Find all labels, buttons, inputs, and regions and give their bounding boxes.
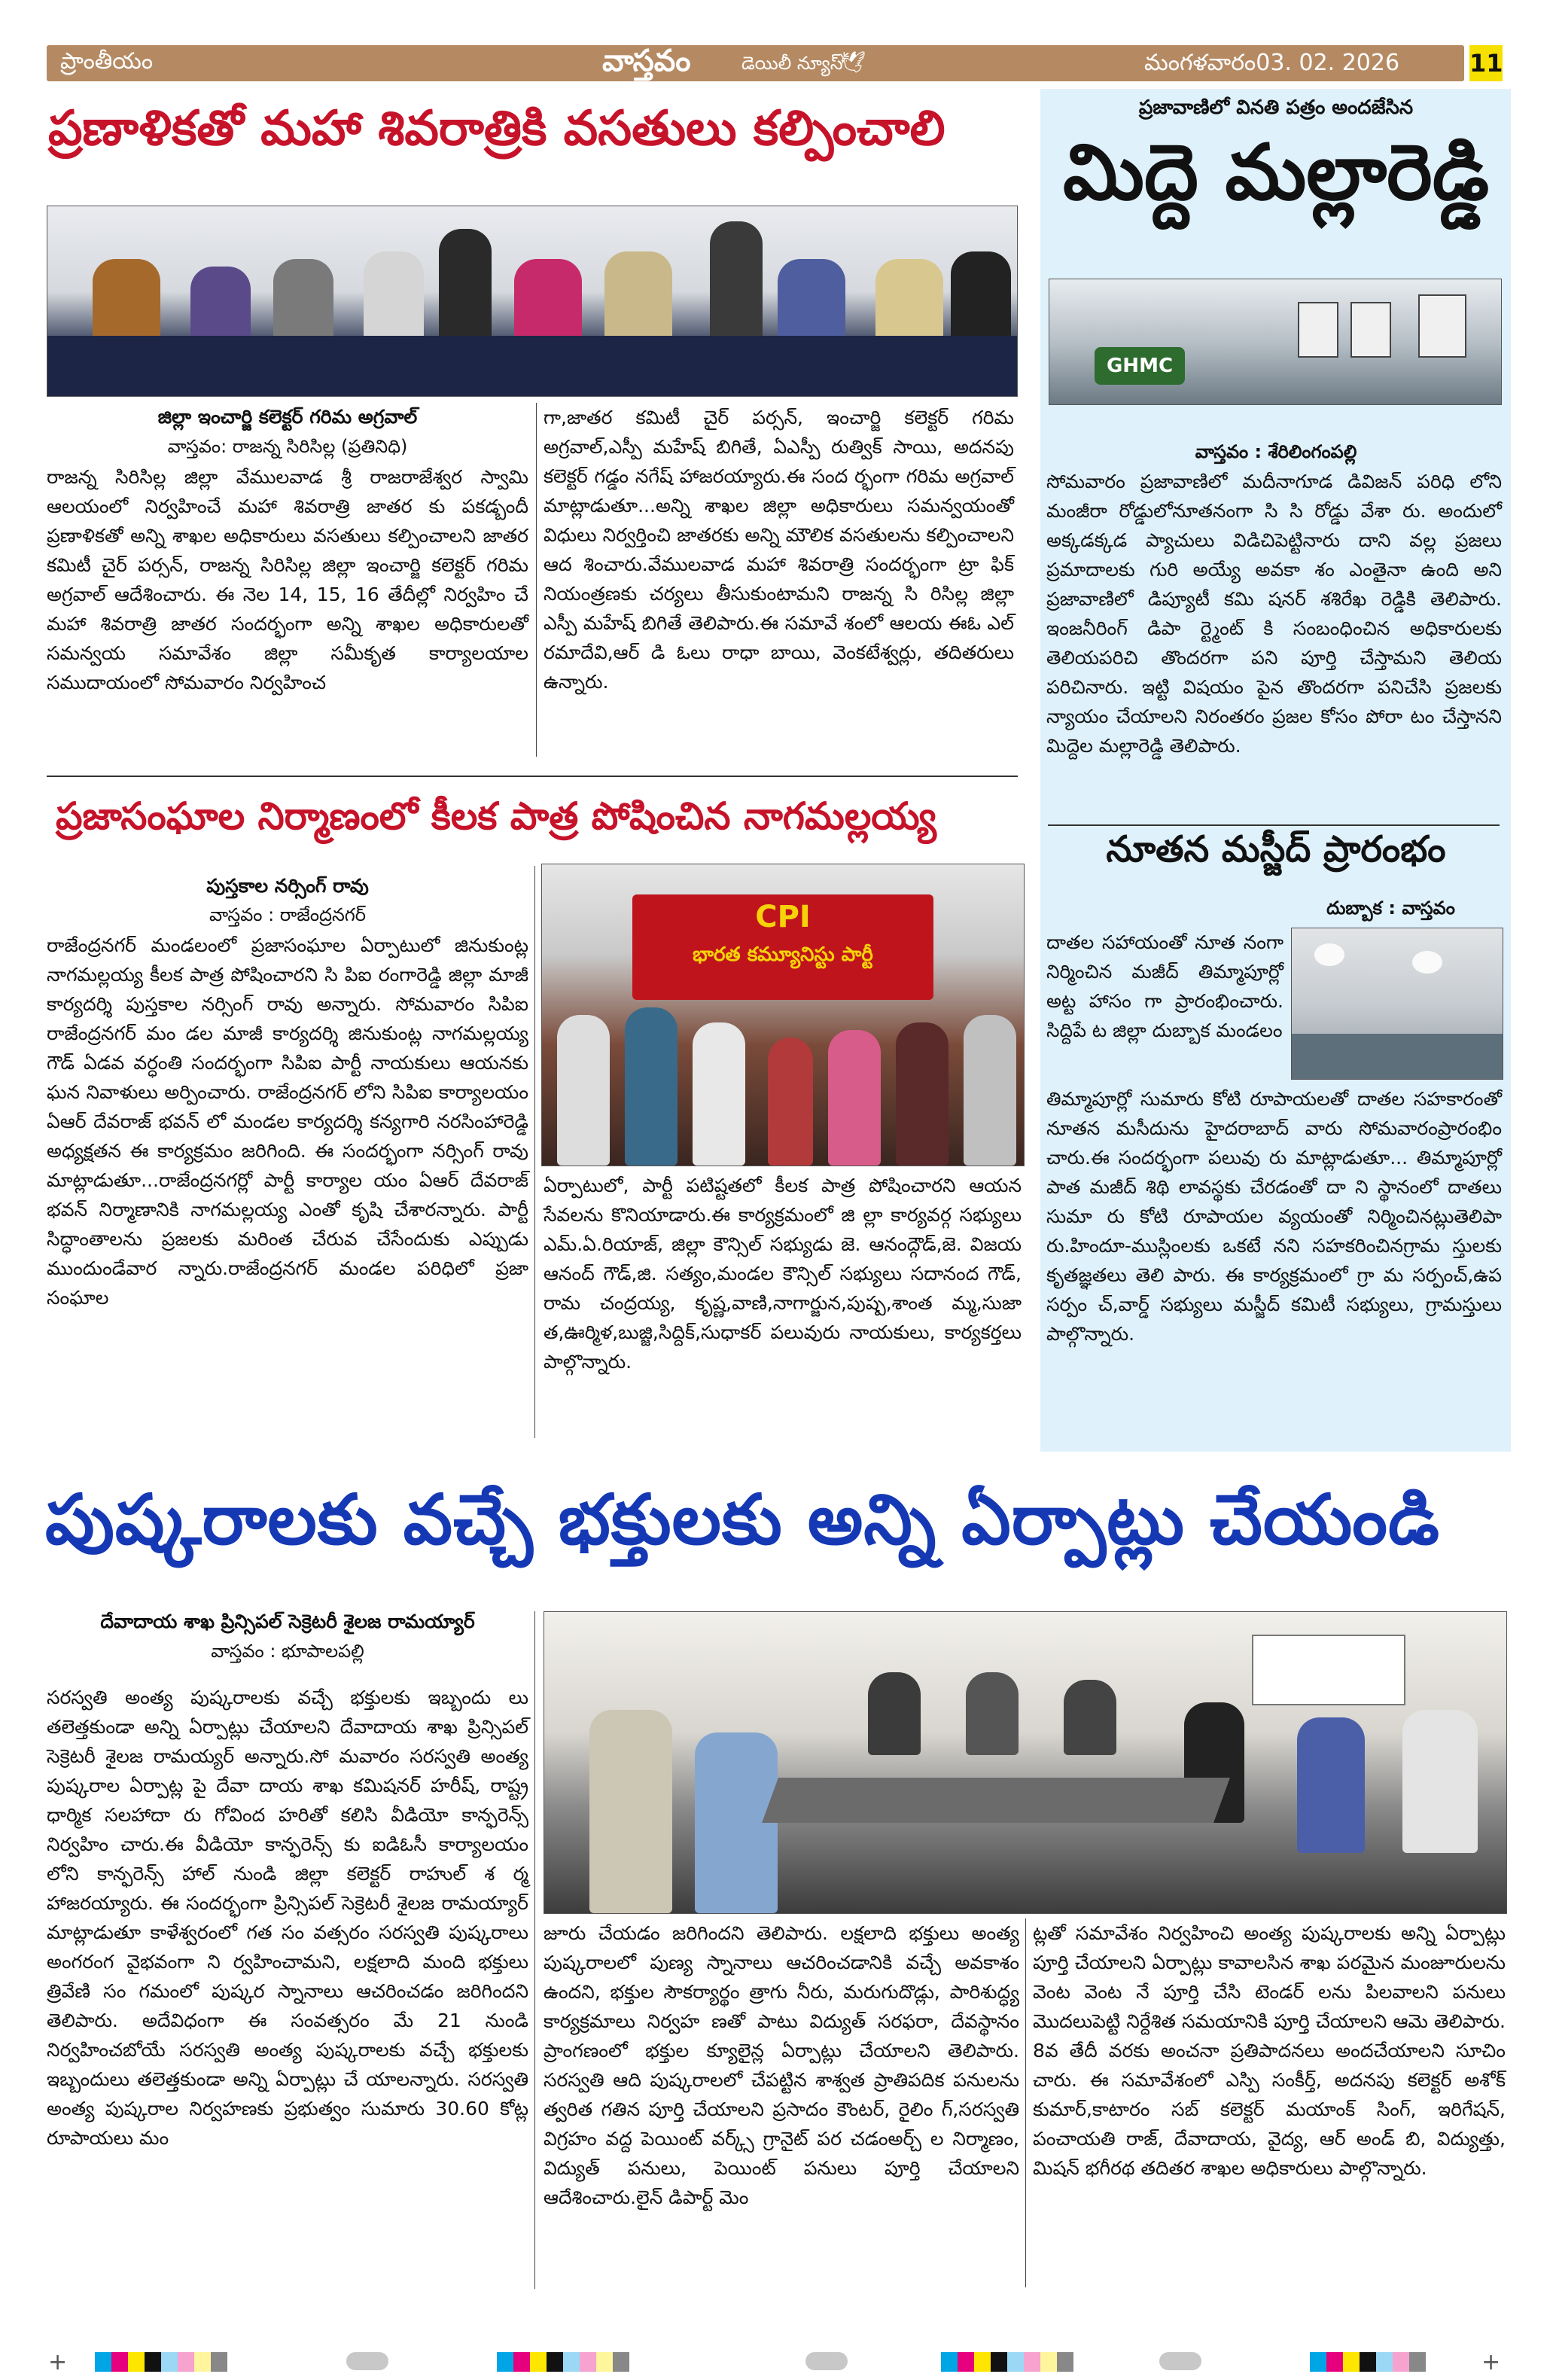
color-swatch <box>194 2352 211 2372</box>
story1-photo <box>47 206 1018 397</box>
sidebar2-body: తిమ్మాపూర్లో సుమారు కోటి రూపాయలతో దాతల సహకారంతో నూతన మసీదును హైదరాబాద్ వారు సోమవారంప్రారంభిం చారు.ఈ సందర్భంగా పలువు రు మాట్లాడుతూ... తిమ్మాపూర్లో పాత మజీద్ శిథి లావస్థకు చేరడంతో దా ని స్థానంలో దాతలు సుమా రు కోటి రూపాయల వ్యయంతో నిర్మించినట్లుతెలిపా రు.హిందూ-ముస్లింలకు ఒకటే నని సహకరించినగ్రామ స్తులకు కృతజ్ఞతలు తెలి పారు. ఈ కార్యక్రమంలో గ్రా మ సర్పంచ్,ఉప సర్పం చ్,వార్డ్ సభ్యులు మస్జీద్ కమిటీ సభ్యులు, గ్రామస్తులు పాల్గొన్నారు. <box>1046 1088 1502 1345</box>
story3-dateline: వాస్తవం : భూపాలపల్లి <box>211 1641 364 1662</box>
sidebar1-title: మిద్దె మల్లారెడ్డి <box>1062 128 1490 218</box>
column-divider <box>534 866 535 1438</box>
registration-mark-icon: + <box>48 2349 68 2375</box>
color-swatch <box>974 2352 991 2372</box>
section-label: ప్రాంతీయం <box>60 48 154 75</box>
column-divider <box>536 403 537 757</box>
sidebar1-dateline: వాస్తవం : శేరిలింగంపల్లి <box>1195 441 1357 462</box>
story1-caption-title: జిల్లా ఇంచార్జి కలెక్టర్ గరిమ అగ్రవాల్ <box>157 406 418 428</box>
story3-photo <box>544 1611 1507 1914</box>
story1-dateline: వాస్తవం: రాజన్న సిరిసిల్ల (ప్రతినిధి) <box>167 436 408 457</box>
color-swatch <box>613 2352 629 2372</box>
column-divider <box>534 1611 535 2289</box>
color-swatch <box>111 2352 128 2372</box>
color-swatch <box>145 2352 161 2372</box>
sidebar2-body-top: దాతల సహాయంతో నూత నంగా నిర్మించిన మజీద్ తిమ్మాపూర్లో అట్ట హాసం గా ప్రారంభించారు. సిద్దిపే ట జిల్లా దుబ్బాక మండలం <box>1046 931 1283 1041</box>
masthead-subtitle: డెయిలీ న్యూస్ <box>741 53 843 74</box>
story2-headline: ప్రజాసంఘాల నిర్మాణంలో కీలక పాత్ర పోషించిన నాగమల్లయ్య <box>56 794 936 838</box>
color-swatch <box>580 2352 596 2372</box>
color-swatch <box>1057 2352 1073 2372</box>
ghmc-logo: GHMC <box>1095 347 1185 385</box>
story2-byline: పుస్తకాల నర్సింగ్ రావు <box>206 875 369 897</box>
color-swatch <box>941 2352 958 2372</box>
sidebar1-photo <box>1049 279 1502 405</box>
color-swatch <box>1376 2352 1393 2372</box>
color-swatch <box>1310 2352 1326 2372</box>
story3-caption-title: దేవాదాయ శాఖ ప్రిన్సిపల్ సెక్రెటరీ శైలజ రామయ్యార్ <box>100 1611 475 1632</box>
sidebar-divider <box>1048 824 1500 826</box>
section-divider <box>47 776 1018 777</box>
cpi-banner <box>632 894 933 1000</box>
color-swatch <box>178 2352 194 2372</box>
story1-column-2: గా,జాతర కమిటీ చైర్ పర్సన్, ఇంచార్జి కలెక్టర్ గరిమ అగ్రవాల్,ఎస్పీ మహేష్ బిగితే, ఏఎస్పీ రుత్విక్ సాయి, అదనపు కలెక్టర్ గడ్డం నగేష్ హాజరయ్యారు.ఈ సంద ర్భంగా గరిమ అగ్రవాల్ మాట్లాడుతూ...అన్ని శాఖల జిల్లా అధికారులు సమన్వయంతో విధులు నిర్వర్తించి జాతరకు అన్ని మౌలిక వసతులను కల్పించాలని ఆద శించారు.వేములవాడ మహా శివరాత్రి సందర్భంగా ట్రా ఫిక్ నియంత్రణకు చర్యలు తీసుకుంటామని రాజన్న సి రిసిల్ల జిల్లా ఎస్పీ మహేష్ బిగితే తెలిపారు.ఈ సమావే శంలో ఆలయ ఈఓ ఎల్ రమాదేవి,ఆర్ డి ఓలు రాధా బాయి, వెంకటేశ్వర్లు, తదితరులు ఉన్నారు. <box>544 407 1014 693</box>
page-number: 11 <box>1469 45 1503 81</box>
color-swatch <box>547 2352 563 2372</box>
registration-pill <box>805 2352 848 2370</box>
color-swatch <box>1024 2352 1040 2372</box>
registration-mark-icon: + <box>1481 2349 1501 2375</box>
story2-photo <box>541 864 1025 1166</box>
bird-icon: 🕊 <box>839 50 866 75</box>
color-swatch <box>1326 2352 1343 2372</box>
color-swatch <box>128 2352 145 2372</box>
registration-pill <box>346 2352 388 2370</box>
registration-pill <box>1159 2352 1201 2370</box>
story2-column-2: ఏర్పాటులో, పార్టీ పటిష్టతలో కీలక పాత్ర పోషించారని ఆయన సేవలను కొనియాడారు.ఈ కార్యక్రమంలో జి ల్లా కార్యవర్గ సభ్యులు ఎమ్.ఏ.రియాజ్, జిల్లా కౌన్సిల్ సభ్యుడు జె. ఆనంద్గౌడ్,జె. విజయ ఆనంద్ గౌడ్,జి. సత్యం,మండల కౌన్సిల్ సభ్యులు సదానంద గౌడ్, రామ చంద్రయ్య, కృష్ణ,వాణి,నాగార్జున,పుష్ప,శాంత మ్మ,సుజా త,ఊర్మిళ,బుజ్జి,సిద్దిక్,సుధాకర్ పలువురు నాయకులు, కార్యకర్తలు పాల్గొన్నారు. <box>544 1175 1022 1373</box>
story2-column-1: రాజేంద్రనగర్ మండలంలో ప్రజాసంఘాల ఏర్పాటులో జినుకుంట్ల నాగమల్లయ్య కీలక పాత్ర పోషించారని సి పిఐ రంగారెడ్డి జిల్లా మాజీ కార్యదర్శి పుస్తకాల నర్సింగ్ రావు అన్నారు. సోమవారం సిపిఐ రాజేంద్రనగర్ మం డల మాజీ కార్యదర్శి జినుకుంట్ల నాగమల్లయ్య గౌడ్ ఏడవ వర్ధంతి సందర్భంగా సిపిఐ పార్టీ నాయకులు ఆయనకు ఘన నివాళులు అర్పించారు. రాజేంద్రనగర్ లోని సిపిఐ కార్యాలయం ఏఆర్ దేవరాజ్ భవన్ లో మండల కార్యదర్శి కన్యగారి నరసింహారెడ్డి అధ్యక్షతన ఈ కార్యక్రమం జరిగింది. ఈ సందర్భంగా నర్సింగ్ రావు మాట్లాడుతూ...రాజేంద్రనగర్లో పార్టీ కార్యాల యం ఏఆర్ దేవరాజ్ భవన్ నిర్మాణానికి నాగమల్లయ్య ఎంతో కృషి చేశారన్నారు. పార్టీ సిద్ధాంతాలను ప్రజలకు మరింత చేరువ చేసేందుకు ఎప్పుడు ముందుండేవార న్నారు.రాజేంద్రనగర్ మండల పరిధిలో ప్రజా సంఘాల <box>47 934 528 1309</box>
color-swatch <box>95 2352 111 2372</box>
color-swatch <box>1040 2352 1057 2372</box>
color-swatch <box>958 2352 974 2372</box>
sidebar2-title: నూతన మస్జీద్ ప్రారంభం <box>1106 828 1446 870</box>
story2-dateline: వాస్తవం : రాజేంద్రనగర్ <box>209 904 367 925</box>
sidebar2-photo <box>1291 928 1503 1080</box>
color-swatch <box>1007 2352 1024 2372</box>
color-swatch <box>497 2352 513 2372</box>
sidebar1-kicker: ప్రజావాణిలో వినతి పత్రం అందజేసిన <box>1138 96 1414 119</box>
color-swatch <box>991 2352 1007 2372</box>
cpi-banner-subtitle: భారత కమ్యూనిస్టు పార్టీ <box>693 943 873 966</box>
color-swatch <box>211 2352 227 2372</box>
story1-headline: ప్రణాళికతో మహా శివరాత్రికి వసతులు కల్పించాలి <box>48 101 945 157</box>
color-swatch <box>563 2352 580 2372</box>
color-swatch <box>1409 2352 1426 2372</box>
sidebar1-body: సోమవారం ప్రజావాణిలో మదీనాగూడ డివిజన్ పరిధి లోని మంజీరా రోడ్డులోనూతనంగా సి సి రోడ్డు వేశా రు. అందులో అక్కడక్కడ ప్యాచులు విడిచిపెట్టినారు దాని వల్ల ప్రజలు ప్రమాదాలకు గురి అయ్యే అవకా శం ఎంతైనా ఉంది అని ప్రజావాణిలో డిప్యూటీ కమి షనర్ శశిరేఖ రెడ్డికి తెలిపారు. ఇంజనీరింగ్ డిపా ర్ట్మెంట్ కి సంబంధించిన అధికారులకు తెలియపరిచి తొందరగా పని పూర్తి చేస్తామని తెలియ పరిచినారు. ఇట్టి విషయం పైన తొందరగా పనిచేసి ప్రజలకు న్యాయం చేయాలని నిరంతరం ప్రజల కోసం పోరా టం చేస్తానని మిద్దెల మల్లారెడ్డి తెలిపారు. <box>1046 471 1502 757</box>
story3-column-3: ట్లతో సమావేశం నిర్వహించి అంత్య పుష్కరాలకు అన్ని ఏర్పాట్లు పూర్తి చేయాలని ఏర్పాట్లు కావాలసిన శాఖ పరమైన మంజూరులను వెంట వెంట నే పూర్తి చేసి టెండర్ లను పిలవాలని పనులు మొదలుపెట్టి నిర్దేశిత సమయానికి పూర్తి చేయాలని ఆమె తెలిపారు. 8వ తేదీ వరకు అంచనా ప్రతిపాదనలు అందచేయాలని సూచిం చారు. ఈ సమావేశంలో ఎస్పి సంకీర్త్, అదనపు కలెక్టర్ అశోక్ కుమార్,కాటారం సబ్ కలెక్టర్ మయాంక్ సింగ్, ఇరిగేషన్, పంచాయతి రాజ్, దేవాదాయ, వైద్య, ఆర్ అండ్ బి, విద్యుత్తు, మిషన్ భగీరథ తదితర శాఖల అధికారులు పాల్గొన్నారు. <box>1033 1922 1506 2179</box>
color-swatch <box>596 2352 613 2372</box>
color-swatch <box>1343 2352 1360 2372</box>
masthead-title: వాస్తవం <box>602 44 691 78</box>
sidebar2-dateline: దుబ్బాక : వాస్తవం <box>1326 897 1455 919</box>
story1-column-1: రాజన్న సిరిసిల్ల జిల్లా వేములవాడ శ్రీ రాజరాజేశ్వర స్వామి ఆలయంలో నిర్వహించే మహా శివరాత్రి జాతర కు పకడ్బందీ ప్రణాళికతో అన్ని శాఖల అధికారులు వసతులు కల్పించాలని జాతర కమిటీ చైర్ పర్సన్, రాజన్న సిరిసిల్ల జిల్లా ఇంచార్జి కలెక్టర్ గరిమ అగ్రవాల్ ఆదేశించారు. ఈ నెల 14, 15, 16 తేదీల్లో నిర్వహిం చే మహా శివరాత్రి జాతర సందర్భంగా అన్ని శాఖల అధికారులతో సమన్వయ సమావేశం జిల్లా సమీకృత కార్యాలయాల సముదాయంలో సోమవారం నిర్వహించ <box>47 466 528 693</box>
issue-date: మంగళవారం03. 02. 2026 <box>1144 50 1400 76</box>
color-swatch <box>530 2352 547 2372</box>
color-swatch <box>513 2352 530 2372</box>
color-swatch <box>1360 2352 1376 2372</box>
story3-column-2: జూరు చేయడం జరిగిందని తెలిపారు. లక్షలాది భక్తులు అంత్య పుష్కరాలలో పుణ్య స్నానాలు ఆచరించడానికి వచ్చే అవకాశం ఉందని, భక్తుల సౌకర్యార్థం త్రాగు నీరు, మరుగుదొడ్లు, పారిశుద్ధ్య కార్యక్రమాలు నిర్వహ ణతో పాటు విద్యుత్ సరఫరా, దేవస్థానం ప్రాంగణంలో భక్తుల క్యూలైన్ల ఏర్పాట్లు చేయాలని తెలిపారు. సరస్వతి ఆది పుష్కరాలలో చేపట్టిన శాశ్వత ప్రాతిపదిక పనులను త్వరిత గతిన పూర్తి చేయాలని ప్రసాదం కౌంటర్, రైలిం గ్,సరస్వతి విగ్రహం వద్ద పెయింట్ వర్క్స్ గ్రానైట్ పర చడంఅర్చ్ ల నిర్మాణం, విద్యుత్ పనులు, పెయింట్ పనులు పూర్తి చేయాలని ఆదేశించారు.లైన్ డిపార్ట్ మెం <box>544 1922 1019 2208</box>
color-swatch <box>1393 2352 1409 2372</box>
story3-column-1: సరస్వతి అంత్య పుష్కరాలకు వచ్చే భక్తులకు ఇబ్బందు లు తలెత్తకుండా అన్ని ఏర్పాట్లు చేయాలని దేవాదాయ శాఖ ప్రిన్సిపల్ సెక్రెటరీ శైలజ రామయ్యర్ అన్నారు.సో మవారం సరస్వతి అంత్య పుష్కరాల ఏర్పాట్ల పై దేవా దాయ శాఖ కమిషనర్ హరీష్, రాష్ట్ర ధార్మిక సలహాదా రు గోవింద హరితో కలిసి వీడియో కాన్ఫరెన్స్ నిర్వహిం చారు.ఈ వీడియో కాన్ఫరెన్స్ కు ఐడిఓసీ కార్యాలయం లోని కాన్ఫరెన్స్ హాల్ నుండి జిల్లా కలెక్టర్ రాహుల్ శ ర్మ హాజరయ్యారు. ఈ సందర్భంగా ప్రిన్సిపల్ సెక్రెటరీ శైలజ రామయ్యార్ మాట్లాడుతూ కాళేశ్వరంలో గత సం వత్సరం సరస్వతి పుష్కరాలు అంగరంగ వైభవంగా ని ర్వహించామని, లక్షలాది మంది భక్తులు త్రివేణి సం గమంలో పుష్కర స్నానాలు ఆచరించడం జరిగిందని తెలిపారు. అదేవిధంగా ఈ సంవత్సరం మే 21 నుండి నిర్వహించబోయే సరస్వతి అంత్య పుష్కరాలకు వచ్చే భక్తులకు ఇబ్బందులు తలెత్తకుండా అన్ని ఏర్పాట్లు చే యాలన్నారు. సరస్వతి అంత్య పుష్కరాల నిర్వహణకు ప్రభుత్వం సుమారు 30.60 కోట్ల రూపాయలు మం <box>47 1687 528 2149</box>
color-swatch <box>161 2352 178 2372</box>
story3-headline: పుష్కరాలకు వచ్చే భక్తులకు అన్ని ఏర్పాట్లు చేయండి <box>45 1480 1440 1560</box>
column-divider <box>1025 1918 1026 2287</box>
cpi-banner-title: CPI <box>755 900 811 934</box>
